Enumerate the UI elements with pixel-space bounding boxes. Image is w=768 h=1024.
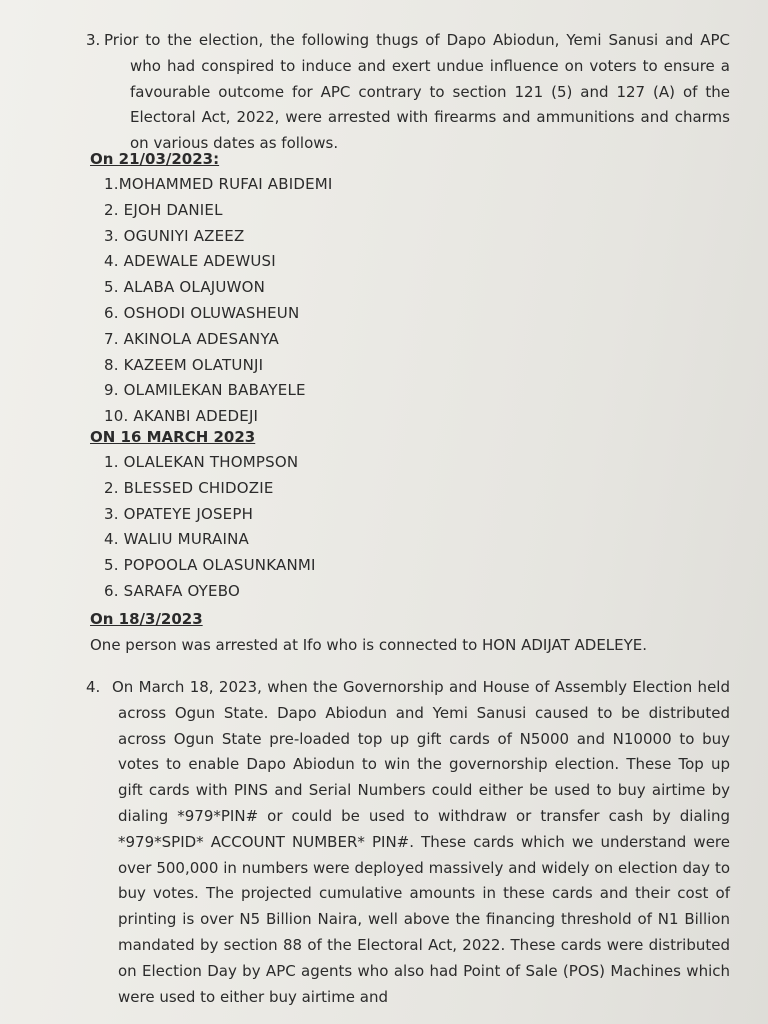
arrested-names-list (90, 450, 730, 605)
item-4-number: 4. (86, 678, 101, 696)
list-item: 7. AKINOLA ADESANYA (104, 329, 279, 348)
list-item: 1. OLALEKAN THOMPSON (104, 453, 299, 471)
paragraph-item-4 (86, 675, 730, 1010)
list-item: 5. ALABA OLAJUWON (104, 278, 266, 297)
list-item: 3. OGUNIYI AZEEZ (104, 226, 245, 245)
group-heading: ON 16 MARCH 2023 (90, 428, 256, 446)
list-item: 1.MOHAMMED RUFAI ABIDEMI (104, 175, 333, 193)
paragraph-item-3 (86, 28, 730, 157)
list-item: 3. OPATEYE JOSEPH (104, 504, 254, 523)
list-item: 9. OLAMILEKAN BABAYELE (104, 381, 306, 400)
list-item: 10. AKANBI ADEDEJI (104, 407, 259, 426)
list-item: 4. WALIU MURAINA (104, 530, 249, 549)
group-heading: On 18/3/2023 (90, 610, 203, 628)
group-text: One person was arrested at Ifo who is connected to HON ADIJAT ADELEYE. (90, 636, 648, 654)
list-item: 2. EJOH DANIEL (104, 200, 223, 219)
list-item: 6. SARAFA OYEBO (104, 581, 240, 600)
list-item: 6. OSHODI OLUWASHEUN (104, 303, 300, 322)
item-3-text: Prior to the election, the following thugs of Dapo Abiodun, Yemi Sanusi and APC who had conspired to induce and exert undue influence on voters to ensure a favourable outcome for APC contrary to section 121 (5) and 127 (A) of the Electoral Act, 2022, were arrested with firearms and ammunitions and charms on various dates as follows. (104, 31, 730, 153)
item-3-number: 3. (86, 31, 101, 49)
item-4-text: On March 18, 2023, when the Governorship and House of Assembly Election held across Ogun State. Dapo Abiodun and Yemi Sanusi caused to be distributed across Ogun State pre-loaded top up gift cards of N5000 and N10000 to buy votes to enable Dapo Abiodun to win the governorship election. These Top up gift cards with PINS and Serial Numbers could either be used to buy airtime by dialing *979*PIN# or could be used to withdraw or transfer cash by dialing *979*SPID* ACCOUNT NUMBER* PIN#. These cards which we understand were over 500,000 in numbers were deployed massively and widely on election day to buy votes. The projected cumulative amounts in these cards and their cost of printing is over N5 Billion Naira, well above the financing threshold of N1 Billion mandated by section 88 of the Electoral Act, 2022. These cards were distributed on Election Day by APC agents who also had Point of Sale (POS) Machines which were used to either buy airtime and (112, 678, 730, 1006)
arrest-group-18-3-2023 (90, 606, 730, 658)
arrest-group-16-march-2023 (90, 424, 730, 605)
list-item: 5. POPOOLA OLASUNKANMI (104, 556, 316, 575)
arrested-names-list (90, 172, 730, 430)
list-item: 2. BLESSED CHIDOZIE (104, 478, 274, 497)
list-item: 4. ADEWALE ADEWUSI (104, 252, 276, 271)
arrest-group-21-03-2023 (90, 146, 730, 430)
list-item: 8. KAZEEM OLATUNJI (104, 355, 264, 374)
group-heading: On 21/03/2023: (90, 150, 220, 168)
